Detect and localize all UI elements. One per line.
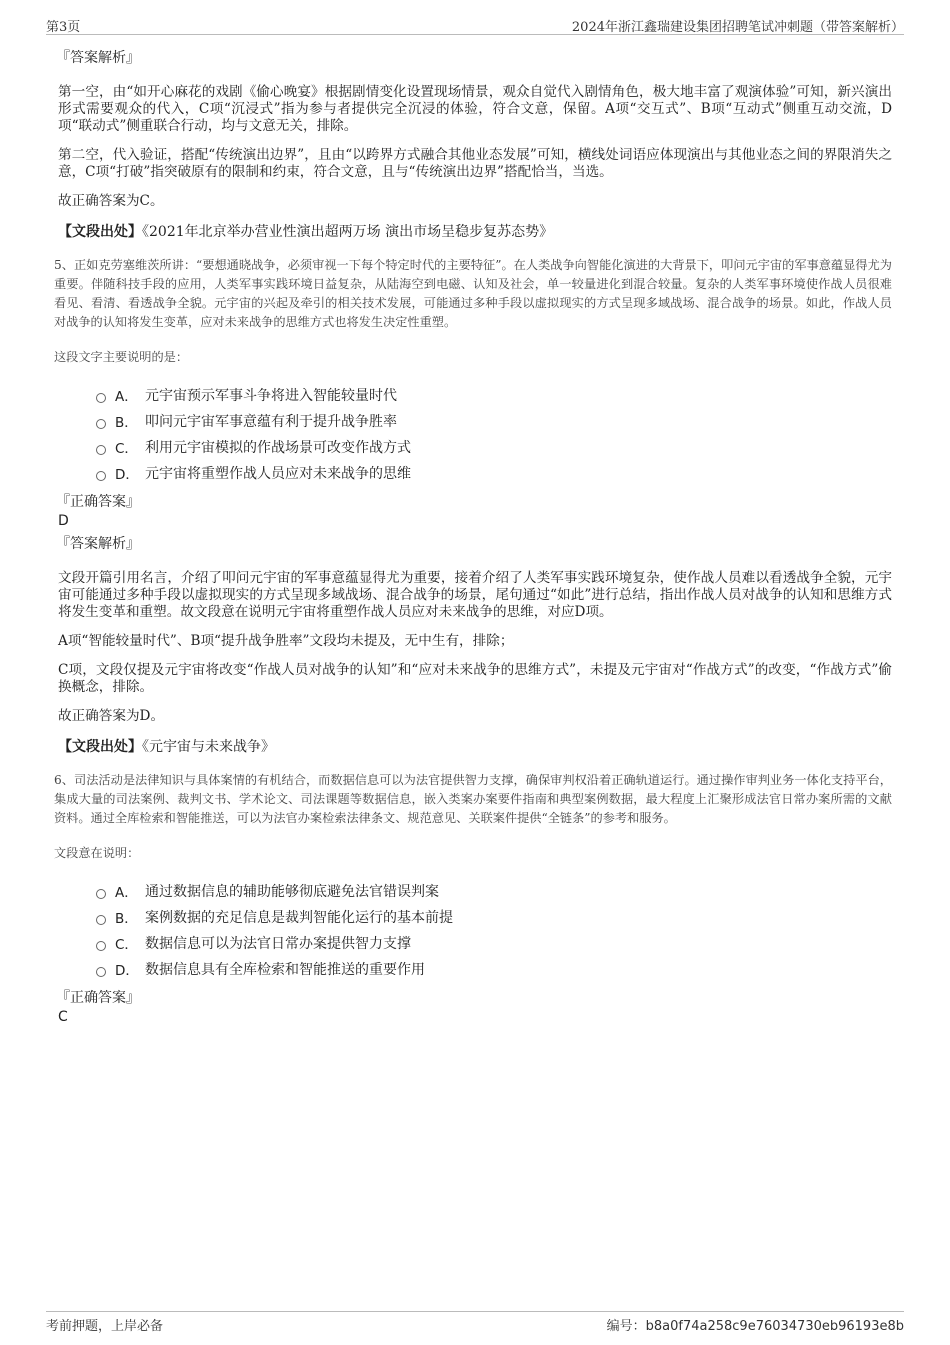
analysis-label: 『答案解析』 bbox=[56, 50, 140, 66]
option-list bbox=[96, 878, 892, 982]
option-key: A． bbox=[115, 885, 138, 901]
radio-icon[interactable] bbox=[96, 967, 106, 977]
radio-icon[interactable] bbox=[96, 445, 106, 455]
option-b[interactable] bbox=[96, 408, 892, 434]
option-text: 叩问元宇宙军事意蕴有利于提升战争胜率 bbox=[145, 414, 397, 430]
page-footer bbox=[46, 1311, 904, 1334]
option-list bbox=[96, 382, 892, 486]
analysis-paragraph: A项“智能较量时代”、B项“提升战争胜率”文段均未提及，无中生有，排除； bbox=[58, 633, 514, 649]
option-key: C． bbox=[115, 441, 138, 457]
option-c[interactable] bbox=[96, 434, 892, 460]
code-label: 编号： bbox=[606, 1319, 646, 1334]
source-line bbox=[58, 222, 892, 242]
analysis-paragraph: 文段开篇引用名言，介绍了叩问元宇宙的军事意蕴显得尤为重要，接着介绍了人类军事实践环境复杂，使作战人员难以看透战争全貌，元宇宙可能通过多种手段以虚拟现实的方式呈现多域战场、混合战争的场景，尾句通过“如此”进行总结，指出作战人员对战争的认知和思维方式将发生变革和重塑。故文段意在说明元宇宙将重塑作战人员应对未来战争的思维，对应D项。 bbox=[58, 570, 892, 620]
option-key: A． bbox=[115, 389, 138, 405]
option-key: B． bbox=[115, 415, 138, 431]
page-content bbox=[56, 44, 892, 1030]
page-number: 第3页 bbox=[46, 20, 81, 35]
option-c[interactable] bbox=[96, 930, 892, 956]
analysis-label: 『答案解析』 bbox=[56, 536, 140, 552]
question-prompt: 文段意在说明： bbox=[54, 846, 140, 860]
option-text: 数据信息可以为法官日常办案提供智力支撑 bbox=[145, 936, 411, 952]
option-a[interactable] bbox=[96, 382, 892, 408]
correct-answer-label: 『正确答案』 bbox=[56, 494, 140, 510]
question-4-tail bbox=[56, 48, 892, 242]
footer-slogan: 考前押题，上岸必备 bbox=[46, 1319, 164, 1334]
radio-icon[interactable] bbox=[96, 419, 106, 429]
radio-icon[interactable] bbox=[96, 471, 106, 481]
source-label: 【文段出处】 bbox=[58, 224, 142, 240]
option-key: D． bbox=[115, 467, 139, 483]
radio-icon[interactable] bbox=[96, 941, 106, 951]
option-d[interactable] bbox=[96, 460, 892, 486]
source-label: 【文段出处】 bbox=[58, 739, 142, 755]
radio-icon[interactable] bbox=[96, 889, 106, 899]
analysis-conclusion: 故正确答案为C。 bbox=[58, 193, 164, 209]
radio-icon[interactable] bbox=[96, 393, 106, 403]
option-key: D． bbox=[115, 963, 139, 979]
correct-answer: D bbox=[58, 513, 69, 529]
option-d[interactable] bbox=[96, 956, 892, 982]
option-text: 案例数据的充足信息是裁判智能化运行的基本前提 bbox=[145, 910, 453, 926]
question-text: 5、正如克劳塞维茨所讲：“要想通晓战争，必须审视一下每个特定时代的主要特征”。在人类战争向智能化演进的大背景下，叩问元宇宙的军事意蕴显得尤为重要。伴随科技手段的应用，人类军事实践环境日益复杂，从陆海空到电磁、认知及社会，单一较量进化到混合较量。复杂的人类军事环境使作战人员很难看见、看清、看透战争全貌。元宇宙的兴起及牵引的相关技术发展，可能通过多种手段以虚拟现实的方式呈现多域战场、混合战争的场景。如此，作战人员对战争的认知将发生变革，应对未来战争的思维方式也将发生决定性重塑。 bbox=[54, 258, 892, 329]
option-a[interactable] bbox=[96, 878, 892, 904]
source-line bbox=[58, 737, 892, 757]
document-title: 2024年浙江鑫瑞建设集团招聘笔试冲刺题（带答案解析） bbox=[571, 20, 904, 35]
radio-icon[interactable] bbox=[96, 915, 106, 925]
analysis-conclusion: 故正确答案为D。 bbox=[58, 708, 165, 724]
option-key: B． bbox=[115, 911, 138, 927]
document-code bbox=[607, 1315, 904, 1334]
option-key: C． bbox=[115, 937, 138, 953]
question-5 bbox=[56, 256, 892, 757]
page-header bbox=[46, 14, 904, 35]
option-text: 元宇宙预示军事斗争将进入智能较量时代 bbox=[145, 388, 397, 404]
code-value: b8a0f74a258c9e76034730eb96193e8b bbox=[645, 1319, 904, 1334]
analysis-paragraph: 第二空，代入验证，搭配“传统演出边界”，且由“以跨界方式融合其他业态发展”可知，横线处词语应体现演出与其他业态之间的界限消失之意，C项“打破”指突破原有的限制和约束，符合文意，且与“传统演出边界”搭配恰当，当选。 bbox=[58, 147, 892, 180]
correct-answer-label: 『正确答案』 bbox=[56, 990, 140, 1006]
analysis-paragraph: C项，文段仅提及元宇宙将改变“作战人员对战争的认知”和“应对未来战争的思维方式”，未提及元宇宙对“作战方式”的改变，“作战方式”偷换概念，排除。 bbox=[58, 662, 892, 695]
source-title: 《2021年北京举办营业性演出超两万场 演出市场呈稳步复苏态势》 bbox=[142, 224, 554, 240]
correct-answer: C bbox=[58, 1009, 68, 1025]
question-text: 6、司法活动是法律知识与具体案情的有机结合，而数据信息可以为法官提供智力支撑，确保审判权沿着正确轨道运行。通过操作审判业务一体化支持平台，集成大量的司法案例、裁判文书、学术论文、司法课题等数据信息，嵌入类案办案要件指南和典型案例数据，最大程度上汇聚形成法官日常办案所需的文献资料。通过全库检索和智能推送，可以为法官办案检索法律条文、规范意见、关联案件提供“全链条”的参考和服务。 bbox=[54, 773, 892, 825]
source-title: 《元宇宙与未来战争》 bbox=[142, 739, 275, 755]
option-text: 利用元宇宙模拟的作战场景可改变作战方式 bbox=[145, 440, 411, 456]
question-prompt: 这段文字主要说明的是： bbox=[54, 350, 189, 364]
option-b[interactable] bbox=[96, 904, 892, 930]
option-text: 通过数据信息的辅助能够彻底避免法官错误判案 bbox=[145, 884, 439, 900]
question-6 bbox=[56, 771, 892, 1026]
analysis-paragraph: 第一空，由“如开心麻花的戏剧《偷心晚宴》根据剧情变化设置现场情景，观众自觉代入剧情角色，极大地丰富了观演体验”可知，新兴演出形式需要观众的代入，C项“沉浸式”指为参与者提供完全沉浸的体验，符合文意，保留。A项“交互式”、B项“互动式”侧重互动交流，D项“联动式”侧重联合行动，均与文意无关，排除。 bbox=[58, 84, 892, 134]
option-text: 数据信息具有全库检索和智能推送的重要作用 bbox=[145, 962, 425, 978]
option-text: 元宇宙将重塑作战人员应对未来战争的思维 bbox=[145, 466, 411, 482]
